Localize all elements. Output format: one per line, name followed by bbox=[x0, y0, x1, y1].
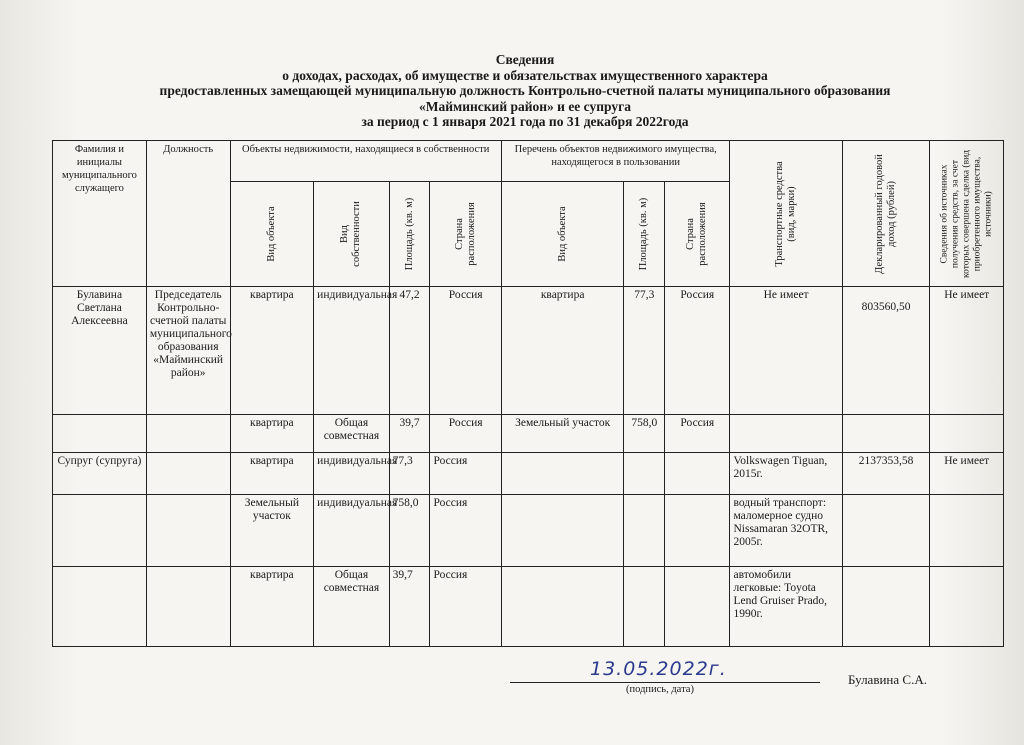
table-row bbox=[53, 495, 1004, 567]
cell-used-type: Земельный участок bbox=[501, 415, 623, 453]
cell-position bbox=[146, 495, 230, 567]
title-line-2: о доходах, расходах, об имуществе и обязательствах имущественного характера bbox=[282, 67, 768, 83]
header-used-type-text: Вид объекта bbox=[556, 206, 568, 262]
header-income bbox=[842, 141, 930, 287]
header-owned-type bbox=[230, 182, 314, 287]
header-owned-area bbox=[389, 182, 430, 287]
cell-position bbox=[146, 453, 230, 495]
header-owned-country-text: Страна расположения bbox=[453, 202, 477, 266]
cell-used-country bbox=[665, 567, 730, 647]
cell-name: Супруг (супруга) bbox=[53, 453, 147, 495]
cell-used-area bbox=[624, 495, 665, 567]
title-line-4: «Майминский район» и ее супруга bbox=[419, 98, 631, 114]
cell-owned-ownership: Общая совместная bbox=[314, 415, 390, 453]
header-used-group: Перечень объектов недвижимого имущества, находящегося в пользовании bbox=[501, 141, 730, 182]
cell-vehicles bbox=[730, 415, 842, 453]
cell-sources bbox=[930, 495, 1004, 567]
table-row bbox=[53, 453, 1004, 495]
table-row bbox=[53, 287, 1004, 415]
declaration-table bbox=[52, 140, 1004, 647]
cell-used-country: Россия bbox=[665, 287, 730, 415]
header-income-text: Декларированный годовой доход (рублей) bbox=[874, 153, 898, 274]
header-used-area bbox=[624, 182, 665, 287]
cell-income: 2137353,58 bbox=[842, 453, 930, 495]
header-vehicles bbox=[730, 141, 842, 287]
title-line-3: предоставленных замещающей муниципальную должность Контрольно-счетной палаты муниципального образования bbox=[159, 83, 891, 98]
cell-name bbox=[53, 495, 147, 567]
header-sources bbox=[930, 141, 1004, 287]
cell-vehicles: автомобили легковые: Toyota Lend Gruiser Prado, 1990г. bbox=[730, 567, 842, 647]
cell-position bbox=[146, 567, 230, 647]
header-used-country-text: Страна расположения bbox=[685, 202, 709, 266]
cell-owned-area: 758,0 bbox=[389, 495, 430, 567]
header-owned-country bbox=[430, 182, 501, 287]
cell-owned-ownership: индивидуальная bbox=[314, 453, 390, 495]
cell-owned-area: 77,3 bbox=[389, 453, 430, 495]
cell-used-area bbox=[624, 453, 665, 495]
cell-used-type bbox=[501, 567, 623, 647]
cell-name bbox=[53, 415, 147, 453]
header-used-country bbox=[665, 182, 730, 287]
cell-owned-area: 39,7 bbox=[389, 567, 430, 647]
header-owned-ownership-text: Вид собственности bbox=[339, 201, 363, 267]
cell-income bbox=[842, 495, 930, 567]
cell-income bbox=[842, 567, 930, 647]
cell-owned-country: Россия bbox=[430, 287, 501, 415]
cell-owned-country: Россия bbox=[430, 567, 501, 647]
cell-vehicles: водный транспорт: маломерное судно Nissamaran 32OTR, 2005г. bbox=[730, 495, 842, 567]
header-name: Фамилия и инициалы муниципального служащего bbox=[53, 141, 147, 287]
cell-used-area: 758,0 bbox=[624, 415, 665, 453]
header-vehicles-text: Транспортные средства (вид, марки) bbox=[774, 160, 798, 267]
cell-owned-ownership: индивидуальная bbox=[314, 495, 390, 567]
cell-owned-type: квартира bbox=[230, 287, 314, 415]
cell-owned-area: 39,7 bbox=[389, 415, 430, 453]
cell-used-country bbox=[665, 495, 730, 567]
cell-sources bbox=[930, 567, 1004, 647]
cell-position bbox=[146, 415, 230, 453]
document-title bbox=[60, 52, 990, 130]
signature-line bbox=[510, 682, 820, 683]
cell-used-country bbox=[665, 453, 730, 495]
table-row bbox=[53, 567, 1004, 647]
cell-owned-type: Земельный участок bbox=[230, 495, 314, 567]
cell-used-area: 77,3 bbox=[624, 287, 665, 415]
cell-owned-country: Россия bbox=[430, 415, 501, 453]
header-sources-text: Сведения об источниках получения средств, за счет которых совершена сделка (вид приобретенного имущества, источники) bbox=[939, 149, 994, 278]
header-owned-area-text: Площадь (кв. м) bbox=[403, 197, 415, 271]
cell-owned-type: квартира bbox=[230, 567, 314, 647]
cell-income bbox=[842, 415, 930, 453]
cell-position: Председатель Контрольно-счетной палаты муниципального образования «Майминский район» bbox=[146, 287, 230, 415]
cell-owned-country: Россия bbox=[430, 453, 501, 495]
cell-owned-type: квартира bbox=[230, 453, 314, 495]
cell-name bbox=[53, 567, 147, 647]
signatory-name: Булавина С.А. bbox=[848, 672, 927, 687]
cell-sources bbox=[930, 415, 1004, 453]
header-position: Должность bbox=[146, 141, 230, 287]
header-owned-ownership bbox=[314, 182, 390, 287]
header-used-type bbox=[501, 182, 623, 287]
handwritten-signature: 13.05.2022г. bbox=[590, 658, 727, 680]
cell-used-type bbox=[501, 453, 623, 495]
cell-name: Булавина Светлана Алексеевна bbox=[53, 287, 147, 415]
cell-used-area bbox=[624, 567, 665, 647]
cell-used-type: квартира bbox=[501, 287, 623, 415]
cell-owned-area: 47,2 bbox=[389, 287, 430, 415]
cell-owned-ownership: Общая совместная bbox=[314, 567, 390, 647]
header-used-area-text: Площадь (кв. м) bbox=[638, 197, 650, 271]
cell-used-country: Россия bbox=[665, 415, 730, 453]
title-line-1: Сведения bbox=[495, 52, 555, 67]
cell-vehicles: Не имеет bbox=[730, 287, 842, 415]
header-owned-type-text: Вид объекта bbox=[265, 206, 277, 262]
cell-owned-country: Россия bbox=[430, 495, 501, 567]
cell-owned-ownership: индивидуальная bbox=[314, 287, 390, 415]
signature-caption: (подпись, дата) bbox=[626, 684, 694, 695]
cell-owned-type: квартира bbox=[230, 415, 314, 453]
cell-used-type bbox=[501, 495, 623, 567]
table-row bbox=[53, 415, 1004, 453]
header-owned-group: Объекты недвижимости, находящиеся в собственности bbox=[230, 141, 501, 182]
cell-income: 803560,50 bbox=[842, 287, 930, 415]
cell-sources: Не имеет bbox=[930, 287, 1004, 415]
title-line-5: за период с 1 января 2021 года по 31 декабря 2022года bbox=[361, 114, 689, 129]
cell-vehicles: Volkswagen Tiguan, 2015г. bbox=[730, 453, 842, 495]
cell-sources: Не имеет bbox=[930, 453, 1004, 495]
